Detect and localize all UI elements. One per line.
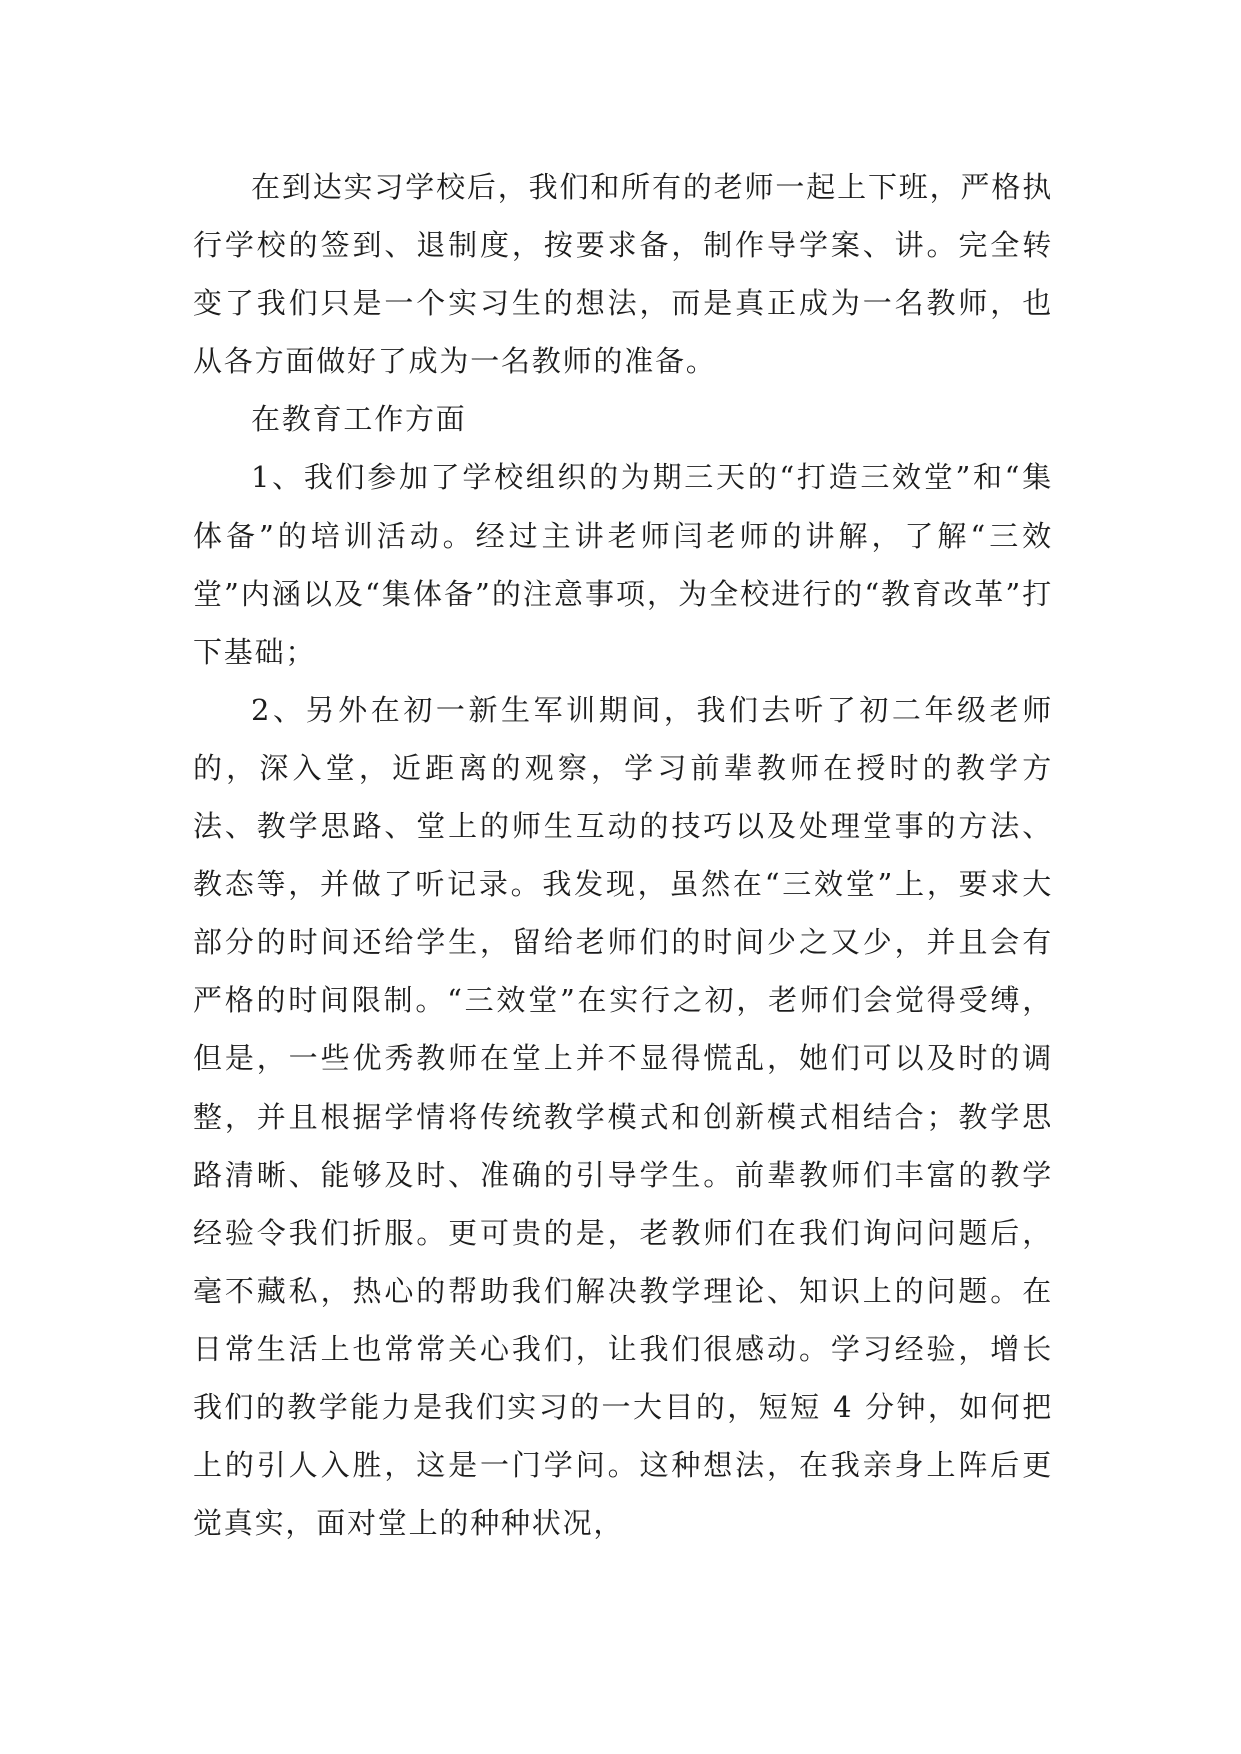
paragraph-education-work-heading: 在教育工作方面: [251, 402, 467, 437]
paragraph-internship-attendance: 在到达实习学校后，我们和所有的老师一起上下班，严格执行学校的签到、退制度，按要求备，制作导学案、讲。完全转变了我们只是一个实习生的想法，而是真正成为一名教师，也从各方面做好了成为一名教师的准备。: [193, 170, 1053, 379]
paragraph-lesson-observation: 2、另外在初一新生军训期间，我们去听了初二年级老师的，深入堂，近距离的观察，学习前辈教师在授时的教学方法、教学思路、堂上的师生互动的技巧以及处理堂事的方法、教态等，并做了听记录。我发现，虽然在“三效堂”上，要求大部分的时间还给学生，留给老师们的时间少之又少，并且会有严格的时间限制。“三效堂”在实行之初，老师们会觉得受缚，但是，一些优秀教师在堂上并不显得慌乱，她们可以及时的调整，并且根据学情将传统教学模式和创新模式相结合；教学思路清晰、能够及时、准确的引导学生。前辈教师们丰富的教学经验令我们折服。更可贵的是，老教师们在我们询问问题后，毫不藏私，热心的帮助我们解决教学理论、知识上的问题。在日常生活上也常常关心我们，让我们很感动。学习经验，增长我们的教学能力是我们实习的一大目的，短短 4 分钟，如何把上的引人入胜，这是一门学问。这种想法，在我亲身上阵后更觉真实，面对堂上的种种状况，: [193, 692, 1053, 1541]
document-body: [193, 158, 1053, 1552]
paragraph-training-activity: 1、我们参加了学校组织的为期三天的“打造三效堂”和“集体备”的培训活动。经过主讲老师闫老师的讲解，了解“三效堂”内涵以及“集体备”的注意事项，为全校进行的“教育改革”打下基础；: [193, 460, 1053, 669]
